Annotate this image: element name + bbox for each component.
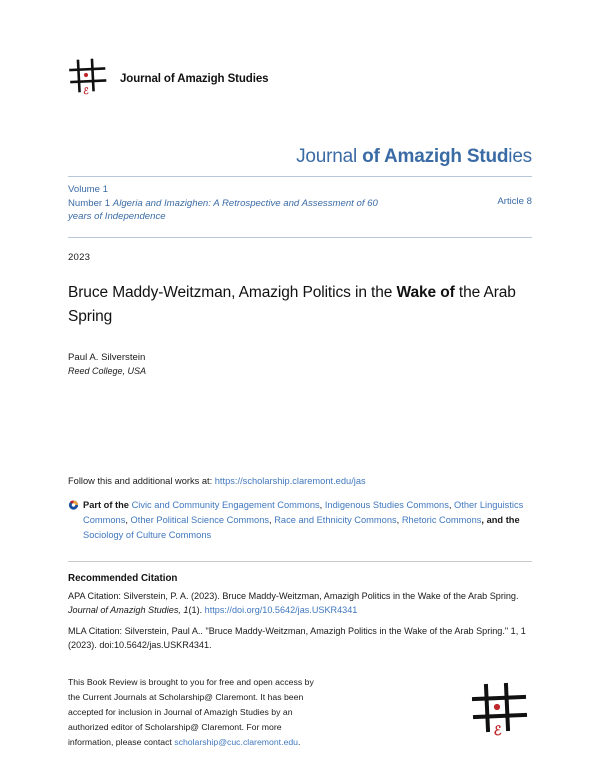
article-title-emphasis: Wake of [396,283,455,301]
apa-citation-text: APA Citation: Silverstein, P. A. (2023). Bruce Maddy-Weitzman, Amazigh Politics in the Wake of the Arab Spring. [68,590,519,601]
follow-line [68,475,532,489]
svg-text:ℰ: ℰ [493,722,502,738]
masthead [68,0,532,100]
issue-title: Algeria and Imazighen: A Retrospective and Assessment of 60 years of Independence [68,197,378,223]
mla-citation: MLA Citation: Silverstein, Paul A.. "Bruce Maddy-Weitzman, Amazigh Politics in the Wake of the Arab Spring." 1, 1 (2023). doi:10.5642/jas.USKR4341. [68,625,526,651]
article-title-part-2: the Arab Spring [68,283,516,325]
journal-title-part-1: Journal [296,146,363,167]
commons-link-6[interactable]: Sociology of Culture Commons [83,529,212,540]
apa-doi-link[interactable]: https://doi.org/10.5642/jas.USKR4341 [204,605,358,616]
masthead-wordmark: Journal of Amazigh Studies [120,73,269,85]
commons-link-5[interactable]: Rhetoric Commons [401,514,482,525]
rights-text: This Book Review is brought to you for free and open access by the Current Journals at Scholarship@ Claremont. It has been accepted for inclusion in Journal of Amazigh Studies by an authorized editor of Scholarship@ Claremont. For more information, please contact [68,677,314,747]
author-affiliation: Reed College, USA [68,366,147,377]
rights-suffix: . [298,736,301,747]
amazigh-grid-logo-icon [68,58,110,100]
citation-heading: Recommended Citation [68,572,178,584]
issue-metadata [68,177,532,229]
svg-text:ℰ: ℰ [83,86,89,96]
article-title-part-1: Bruce Maddy-Weitzman, Amazigh Politics in the [68,283,397,301]
repository-link[interactable]: https://scholarship.claremont.edu/jas [214,475,366,486]
commons-link-3[interactable]: Other Political Science Commons [130,514,270,525]
commons-connector: , and the [481,514,520,525]
apa-journal-name: Journal of Amazigh Studies, 1 [68,605,189,616]
journal-title-part-3: ies [508,146,532,167]
commons-subjects: Part of the Civic and Community Engagement Commons, Indigenous Studies Commons, Other Linguistics Commons, Other Political Science Commons, Race and Ethnicity Commons, Rhetoric Commons, and the Sociology of Culture Commons [68,498,532,543]
article-number: Article 8 [497,196,532,207]
commons-lead: Part of the [83,499,132,510]
divider-above-citation [68,561,532,562]
journal-title [68,146,532,168]
volume-label: Volume 1 [68,184,109,195]
commons-link-2[interactable]: Other Linguistics Commons [83,499,524,525]
contact-email-link[interactable]: scholarship@cuc.claremont.edu [174,736,298,747]
commons-link-0[interactable]: Civic and Community Engagement Commons [131,499,320,510]
commons-link-1[interactable]: Indigenous Studies Commons [324,499,449,510]
article-title [68,281,532,329]
author-name: Paul A. Silverstein [68,351,146,363]
commons-logo-icon [68,499,79,510]
publication-year: 2023 [68,251,91,263]
apa-citation [68,589,532,618]
author-block [68,351,532,379]
rights-statement [68,675,318,750]
number-label: Number 1 [68,197,113,209]
commons-link-4[interactable]: Race and Ethnicity Commons [274,514,397,525]
follow-text: Follow this and additional works at: [68,475,215,486]
footer-amazigh-grid-logo-icon [470,682,532,744]
footer [68,675,532,750]
journal-title-part-2: of Amazigh Stud [362,146,509,167]
divider-under-issue [68,237,532,238]
apa-issue-number: (1). [188,605,205,616]
